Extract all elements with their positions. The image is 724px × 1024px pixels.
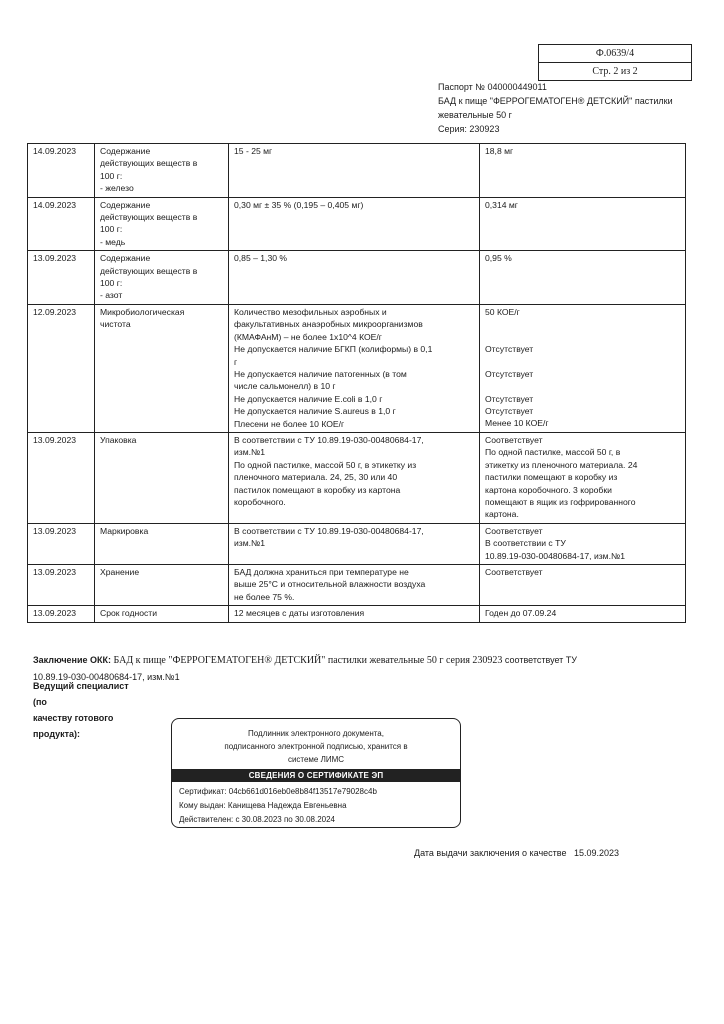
result-line: картона. <box>485 509 519 520</box>
indicator-cell <box>95 523 229 564</box>
norm-cell <box>229 523 480 564</box>
norm-line: В соответствии с ТУ 10.89.19-030-00480684-17, <box>234 525 424 536</box>
norm-line: 0,85 – 1,30 % <box>234 253 288 264</box>
result-line: Соответствует <box>485 567 543 577</box>
conclusion-text: БАД к пище "ФЕРРОГЕМАТОГЕН® ДЕТСКИЙ" пастилки жевательные 50 г серия 230923 <box>111 655 503 666</box>
norm-cell <box>229 251 480 305</box>
stamp-validity: Действителен: с 30.08.2023 по 30.08.2024 <box>179 815 335 824</box>
norm-cell <box>229 304 480 432</box>
indicator-cell <box>95 565 229 606</box>
norm-line: Не допускается наличие E.coli в 1,0 г <box>234 393 383 404</box>
date-cell <box>28 432 95 523</box>
issue-date-label: Дата выдачи заключения о качестве <box>414 848 567 858</box>
result-line: 0,95 % <box>485 253 512 264</box>
table-row <box>28 565 686 606</box>
date-cell <box>28 304 95 432</box>
result-line: Отсутствует <box>485 406 534 417</box>
product-form: жевательные 50 г <box>438 110 512 120</box>
norm-line: пастилок помещают в коробку из картона <box>234 484 401 495</box>
result-cell <box>480 251 686 305</box>
result-line: Отсутствует <box>485 393 534 404</box>
result-line: Менее 10 КОЕ/г <box>485 418 549 429</box>
date-cell <box>28 251 95 305</box>
date-text: 13.09.2023 <box>33 608 77 619</box>
indicator-line: чистота <box>100 319 131 330</box>
specialist-label <box>33 678 143 742</box>
date-cell <box>28 523 95 564</box>
norm-cell <box>229 144 480 198</box>
result-line: этикетку из пленочного материала. 24 <box>485 459 638 470</box>
table-row <box>28 523 686 564</box>
norm-line: факультативных анаэробных микроорганизмов <box>234 319 423 330</box>
date-cell <box>28 197 95 251</box>
norm-line: Плесени не более 10 КОЕ/г <box>234 418 345 429</box>
result-cell <box>480 606 686 622</box>
stamp-notice-line: Подлинник электронного документа, <box>248 729 384 738</box>
result-line: Соответствует <box>485 525 543 536</box>
norm-line: 0,30 мг ± 35 % (0,195 – 0,405 мг) <box>234 199 364 210</box>
norm-line: Не допускается наличие БГКП (колиформы) в 0,1 <box>234 344 433 355</box>
norm-line: В соответствии с ТУ 10.89.19-030-00480684-17, <box>234 434 424 445</box>
table-row <box>28 606 686 622</box>
date-text: 12.09.2023 <box>33 306 77 317</box>
issue-date-value: 15.09.2023 <box>573 848 620 858</box>
norm-line: Не допускается наличие S.aureus в 1,0 г <box>234 406 396 417</box>
result-cell <box>480 197 686 251</box>
result-line: Соответствует <box>485 434 543 445</box>
series: Серия: 230923 <box>438 124 500 134</box>
indicator-cell <box>95 304 229 432</box>
norm-line: БАД должна храниться при температуре не <box>234 567 409 577</box>
result-cell <box>480 304 686 432</box>
date-text: 14.09.2023 <box>33 146 77 156</box>
product-name: БАД к пище "ФЕРРОГЕМАТОГЕН® ДЕТСКИЙ" пастилки <box>438 96 673 106</box>
indicator-line: Содержание <box>100 199 151 210</box>
norm-line: не более 75 %. <box>234 591 295 602</box>
indicator-line: действующих веществ в <box>100 212 198 223</box>
date-cell <box>28 144 95 198</box>
norm-line: По одной пастилке, массой 50 г, в этикетку из <box>234 459 417 470</box>
norm-line: изм.№1 <box>234 538 266 549</box>
stamp-issued-to: Кому выдан: Канищева Надежда Евгеньевна <box>179 801 347 810</box>
date-text: 14.09.2023 <box>33 199 77 210</box>
result-line: 50 КОЕ/г <box>485 306 520 317</box>
norm-cell <box>229 606 480 622</box>
norm-line: г <box>234 356 238 367</box>
stamp-certificate: Сертификат: 04cb661d016eb0e8b84f13517e79028c4b <box>179 787 377 796</box>
indicator-line: 100 г: <box>100 170 123 181</box>
result-line: Годен до 07.09.24 <box>485 608 557 619</box>
norm-cell <box>229 197 480 251</box>
indicator-cell <box>95 432 229 523</box>
indicator-cell <box>95 606 229 622</box>
table-row <box>28 197 686 251</box>
indicator-line: Упаковка <box>100 434 137 445</box>
result-line: помещают в ящик из гофрированного <box>485 496 636 507</box>
indicator-cell <box>95 197 229 251</box>
indicator-line: Содержание <box>100 146 151 156</box>
result-line: Отсутствует <box>485 344 534 355</box>
indicator-line: - медь <box>100 236 126 247</box>
norm-line: числе сальмонелл) в 10 г <box>234 381 336 392</box>
norm-cell <box>229 565 480 606</box>
date-text: 13.09.2023 <box>33 434 77 445</box>
result-line: Отсутствует <box>485 368 534 379</box>
electronic-signature-stamp <box>171 718 461 828</box>
norm-line: Количество мезофильных аэробных и <box>234 306 387 317</box>
indicator-line: действующих веществ в <box>100 265 198 276</box>
result-line: В соответствии с ТУ <box>485 538 566 549</box>
result-cell <box>480 432 686 523</box>
result-line <box>485 380 680 392</box>
result-line: 18,8 мг <box>485 146 514 156</box>
table-row <box>28 144 686 198</box>
indicator-line: 100 г: <box>100 278 123 289</box>
stamp-notice-line: системе ЛИМС <box>287 755 345 764</box>
norm-line: выше 25°С и относительной влажности воздуха <box>234 579 426 590</box>
indicator-line: действующих веществ в <box>100 158 198 169</box>
indicator-line: Срок годности <box>100 608 158 619</box>
norm-line: коробочного. <box>234 496 286 507</box>
date-cell <box>28 606 95 622</box>
indicator-line: - железо <box>100 183 134 194</box>
conclusion-spec: 10.89.19-030-00480684-17, изм.№1 <box>33 672 180 682</box>
indicator-cell <box>95 144 229 198</box>
table-row <box>28 251 686 305</box>
stamp-notice <box>172 719 460 769</box>
specialist-line: продукта): <box>33 729 81 739</box>
date-cell <box>28 565 95 606</box>
issue-date <box>414 848 619 858</box>
result-line <box>485 331 680 343</box>
indicator-line: Маркировка <box>100 525 149 536</box>
table-row <box>28 304 686 432</box>
passport-number: Паспорт № 040000449011 <box>438 82 547 92</box>
date-text: 13.09.2023 <box>33 567 77 577</box>
result-line <box>485 318 680 330</box>
indicator-line: Микробиологическая <box>100 306 185 317</box>
result-line: картона коробочного. 3 коробки <box>485 484 612 495</box>
date-text: 13.09.2023 <box>33 525 77 536</box>
conclusion-verdict: соответствует ТУ <box>502 655 578 665</box>
norm-cell <box>229 432 480 523</box>
indicator-line: Содержание <box>100 253 151 264</box>
result-line <box>485 355 680 367</box>
result-cell <box>480 523 686 564</box>
norm-line: 12 месяцев с даты изготовления <box>234 608 365 619</box>
norm-line: Не допускается наличие патогенных (в том <box>234 368 407 379</box>
result-line: По одной пастилке, массой 50 г, в <box>485 447 621 458</box>
table-row <box>28 432 686 523</box>
indicator-line: 100 г: <box>100 224 123 235</box>
norm-line: пленочного материала. 24, 25, 30 или 40 <box>234 472 398 483</box>
results-table <box>27 143 686 623</box>
indicator-line: - азот <box>100 290 123 301</box>
norm-line: (КМАФАнМ) – не более 1х10^4 КОЕ/г <box>234 331 382 342</box>
stamp-notice-line: подписанного электронной подписью, хранится в <box>224 742 408 751</box>
result-line: 0,314 мг <box>485 199 518 210</box>
result-line: пастилки помещают в коробку из <box>485 472 618 483</box>
norm-line: 15 - 25 мг <box>234 146 273 156</box>
form-code-box <box>538 44 692 81</box>
indicator-line: Хранение <box>100 567 140 577</box>
specialist-line: Ведущий специалист (по <box>33 681 129 707</box>
result-cell <box>480 565 686 606</box>
date-text: 13.09.2023 <box>33 253 77 264</box>
conclusion-label: Заключение ОКК: <box>33 655 112 665</box>
indicator-cell <box>95 251 229 305</box>
norm-line: изм.№1 <box>234 447 266 458</box>
stamp-header: СВЕДЕНИЯ О СЕРТИФИКАТЕ ЭП <box>172 769 460 782</box>
result-cell <box>480 144 686 198</box>
page-number: Стр. 2 из 2 <box>539 62 691 80</box>
passport-header <box>438 80 673 136</box>
result-line: 10.89.19-030-00480684-17, изм.№1 <box>485 550 625 561</box>
form-code: Ф.0639/4 <box>595 48 635 59</box>
specialist-line: качеству готового <box>33 713 114 723</box>
